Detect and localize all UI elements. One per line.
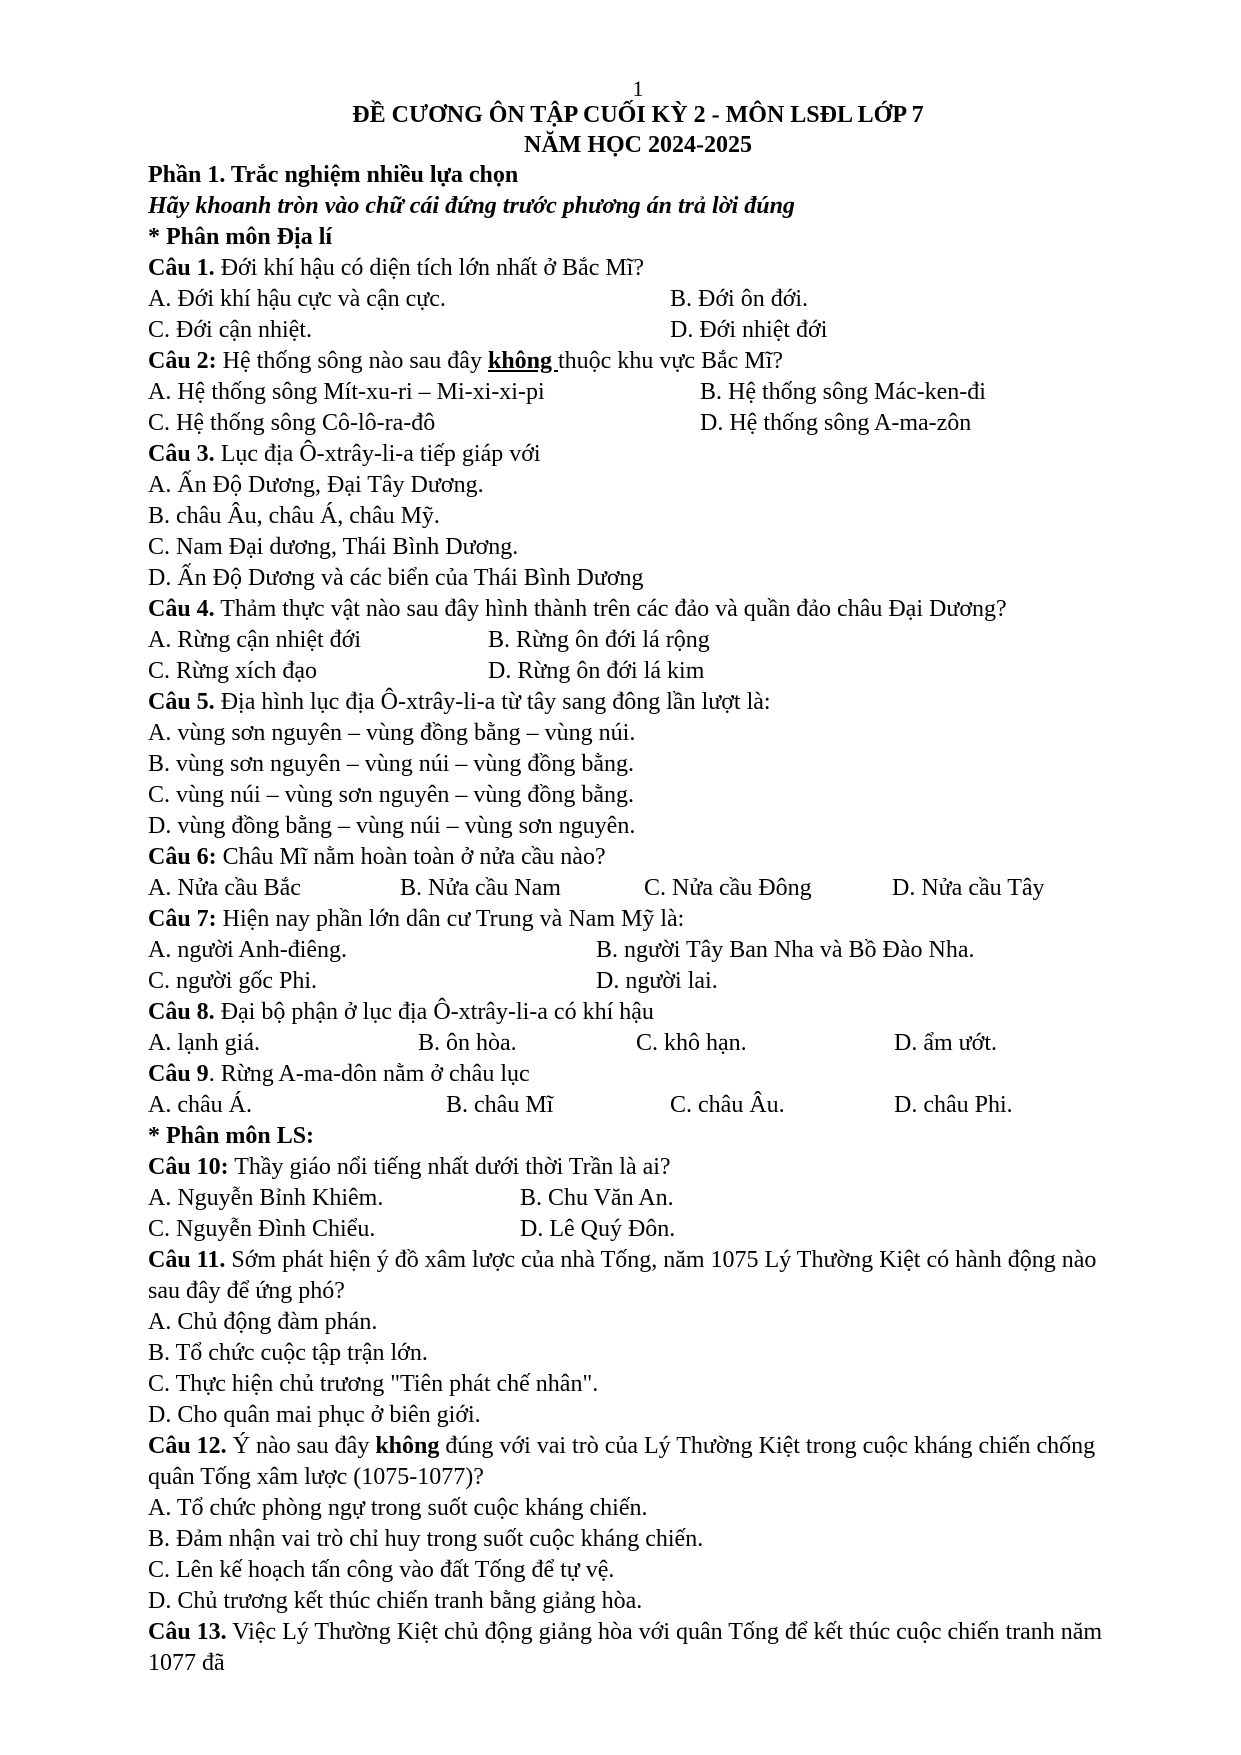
option-row [148, 315, 1128, 346]
option-c[interactable]: C. Rừng xích đạo [148, 658, 317, 684]
question-4 [148, 594, 1128, 625]
option-b[interactable]: B. Nửa cầu Nam [400, 875, 561, 901]
option-c[interactable]: C. Lên kế hoạch tấn công vào đất Tống để tự vệ. [148, 1557, 615, 1583]
option-a[interactable]: A. Chủ động đàm phán. [148, 1309, 378, 1335]
question-3 [148, 439, 1128, 470]
question-8 [148, 997, 1128, 1028]
option-a[interactable]: A. vùng sơn nguyên – vùng đồng bằng – vùng núi. [148, 720, 636, 746]
option-row [148, 625, 1128, 656]
option-c[interactable]: C. người gốc Phi. [148, 968, 318, 994]
option-b[interactable]: B. Chu Văn An. [520, 1185, 674, 1211]
option-d[interactable]: D. Nửa cầu Tây [892, 875, 1045, 901]
option-c[interactable]: C. Nam Đại dương, Thái Bình Dương. [148, 534, 519, 560]
question-11 [148, 1245, 1128, 1307]
option-c[interactable]: C. Hệ thống sông Cô-lô-ra-đô [148, 410, 436, 436]
question-9 [148, 1059, 1128, 1090]
question-1 [148, 253, 1128, 284]
question-label: Câu 8. [148, 999, 215, 1025]
question-label: Câu 13. [148, 1619, 227, 1645]
question-text-end: thuộc khu vực Bắc Mĩ? [558, 348, 783, 374]
title-line-1: ĐỀ CƯƠNG ÔN TẬP CUỐI KỲ 2 - MÔN LSĐL LỚP 7 [352, 102, 924, 128]
option-row [148, 1183, 1128, 1214]
option-b[interactable]: B. Hệ thống sông Mác-ken-đi [700, 379, 986, 405]
option-d[interactable]: D. Cho quân mai phục ở biên giới. [148, 1402, 481, 1428]
question-label: Câu 3. [148, 441, 215, 467]
option-row [148, 656, 1128, 687]
question-7 [148, 904, 1128, 935]
question-10 [148, 1152, 1128, 1183]
document-page [148, 78, 1128, 1679]
option-row [148, 935, 1128, 966]
option-a[interactable]: A. lạnh giá. [148, 1030, 260, 1056]
question-text: Hiện nay phần lớn dân cư Trung và Nam Mỹ là: [216, 906, 685, 932]
question-label: Câu 11. [148, 1247, 226, 1273]
question-text: Đới khí hậu có diện tích lớn nhất ở Bắc Mĩ? [214, 255, 645, 281]
option-c[interactable]: C. khô hạn. [636, 1030, 747, 1056]
option-d[interactable]: D. châu Phi. [894, 1092, 1013, 1118]
question-label: Câu 12. [148, 1433, 227, 1459]
option-d[interactable]: D. vùng đồng bằng – vùng núi – vùng sơn nguyên. [148, 813, 636, 839]
option-a[interactable]: A. Đới khí hậu cực và cận cực. [148, 286, 446, 312]
option-d[interactable]: D. Ấn Độ Dương và các biển của Thái Bình Dương [148, 565, 644, 591]
question-text: Địa hình lục địa Ô-xtrây-li-a từ tây sang đông lần lượt là: [214, 689, 771, 715]
question-text: Lục địa Ô-xtrây-li-a tiếp giáp với [214, 441, 541, 467]
question-label: Câu 5. [148, 689, 215, 715]
option-d[interactable]: D. Hệ thống sông A-ma-zôn [700, 410, 972, 436]
question-text: . Rừng A-ma-dôn nằm ở châu lục [208, 1061, 530, 1087]
option-b[interactable]: B. ôn hòa. [418, 1030, 517, 1056]
option-a[interactable]: A. Tổ chức phòng ngự trong suốt cuộc kháng chiến. [148, 1495, 648, 1521]
option-a[interactable]: A. Ấn Độ Dương, Đại Tây Dương. [148, 472, 484, 498]
emphasis-text: không [375, 1433, 440, 1459]
question-label: Câu 10: [148, 1154, 229, 1180]
instruction: Hãy khoanh tròn vào chữ cái đứng trước phương án trả lời đúng [148, 193, 795, 219]
question-label: Câu 9 [148, 1061, 209, 1087]
option-a[interactable]: A. Rừng cận nhiệt đới [148, 627, 361, 653]
option-d[interactable]: D. Rừng ôn đới lá kim [488, 658, 705, 684]
option-row [148, 408, 1128, 439]
option-row [148, 1214, 1128, 1245]
option-a[interactable]: A. Hệ thống sông Mít-xu-ri – Mi-xi-xi-pi [148, 379, 545, 405]
emphasis-text: không [487, 348, 559, 374]
option-c[interactable]: C. Nửa cầu Đông [644, 875, 812, 901]
option-c[interactable]: C. châu Âu. [670, 1092, 785, 1118]
question-label: Câu 4. [148, 596, 215, 622]
page-number: 1 [632, 76, 644, 101]
option-d[interactable]: D. Đới nhiệt đới [670, 317, 828, 343]
question-text-end: đúng với vai trò của Lý Thường Kiệt trong cuộc kháng chiến chống quân Tống xâm lược (1075-1077)? [148, 1433, 1096, 1490]
question-text: Ý nào sau đây [226, 1433, 376, 1459]
question-text: Châu Mĩ nằm hoàn toàn ở nửa cầu nào? [216, 844, 606, 870]
option-row [148, 284, 1128, 315]
option-b[interactable]: B. châu Mĩ [446, 1092, 554, 1118]
question-text: Thầy giáo nổi tiếng nhất dưới thời Trần là ai? [228, 1154, 671, 1180]
option-row [148, 1028, 1128, 1059]
option-d[interactable]: D. Chủ trương kết thúc chiến tranh bằng giảng hòa. [148, 1588, 643, 1614]
question-2 [148, 346, 1128, 377]
option-b[interactable]: B. vùng sơn nguyên – vùng núi – vùng đồng bằng. [148, 751, 635, 777]
question-text: Hệ thống sông nào sau đây [216, 348, 488, 374]
question-label: Câu 6: [148, 844, 217, 870]
option-a[interactable]: A. Nguyễn Bỉnh Khiêm. [148, 1185, 384, 1211]
option-d[interactable]: D. Lê Quý Đôn. [520, 1216, 676, 1242]
question-text: Thảm thực vật nào sau đây hình thành trên các đảo và quần đảo châu Đại Dương? [214, 596, 1007, 622]
option-a[interactable]: A. Nửa cầu Bắc [148, 875, 301, 901]
option-a[interactable]: A. người Anh-điêng. [148, 937, 348, 963]
option-b[interactable]: B. Rừng ôn đới lá rộng [488, 627, 710, 653]
option-c[interactable]: C. Đới cận nhiệt. [148, 317, 312, 343]
question-12 [148, 1431, 1128, 1493]
option-c[interactable]: C. Nguyễn Đình Chiểu. [148, 1216, 376, 1242]
option-c[interactable]: C. Thực hiện chủ trương "Tiên phát chế nhân". [148, 1371, 599, 1397]
option-b[interactable]: B. Đới ôn đới. [670, 286, 809, 312]
option-row [148, 966, 1128, 997]
question-text: Sớm phát hiện ý đồ xâm lược của nhà Tống, năm 1075 Lý Thường Kiệt có hành động nào sau đây để ứng phó? [148, 1247, 1097, 1304]
option-b[interactable]: B. châu Âu, châu Á, châu Mỹ. [148, 503, 440, 529]
option-d[interactable]: D. ẩm ướt. [894, 1030, 998, 1056]
question-13 [148, 1617, 1128, 1679]
question-text: Việc Lý Thường Kiệt chủ động giảng hòa với quân Tống để kết thúc cuộc chiến tranh năm 1077 đã [148, 1619, 1103, 1676]
title-line-2: NĂM HỌC 2024-2025 [524, 132, 752, 158]
option-b[interactable]: B. Đảm nhận vai trò chỉ huy trong suốt cuộc kháng chiến. [148, 1526, 704, 1552]
part-heading: Phần 1. Trắc nghiệm nhiều lựa chọn [148, 162, 519, 188]
option-a[interactable]: A. châu Á. [148, 1092, 252, 1118]
question-6 [148, 842, 1128, 873]
option-row [148, 1090, 1128, 1121]
section-geography: * Phân môn Địa lí [148, 224, 333, 250]
question-text: Đại bộ phận ở lục địa Ô-xtrây-li-a có khí hậu [214, 999, 654, 1025]
option-b[interactable]: B. người Tây Ban Nha và Bồ Đào Nha. [596, 937, 975, 963]
option-row [148, 873, 1128, 904]
option-row [148, 377, 1128, 408]
question-label: Câu 7: [148, 906, 217, 932]
question-label: Câu 2: [148, 348, 217, 374]
question-label: Câu 1. [148, 255, 215, 281]
question-5 [148, 687, 1128, 718]
option-d[interactable]: D. người lai. [596, 968, 718, 994]
option-c[interactable]: C. vùng núi – vùng sơn nguyên – vùng đồng bằng. [148, 782, 635, 808]
option-b[interactable]: B. Tổ chức cuộc tập trận lớn. [148, 1340, 428, 1366]
section-history: * Phân môn LS: [148, 1123, 315, 1149]
